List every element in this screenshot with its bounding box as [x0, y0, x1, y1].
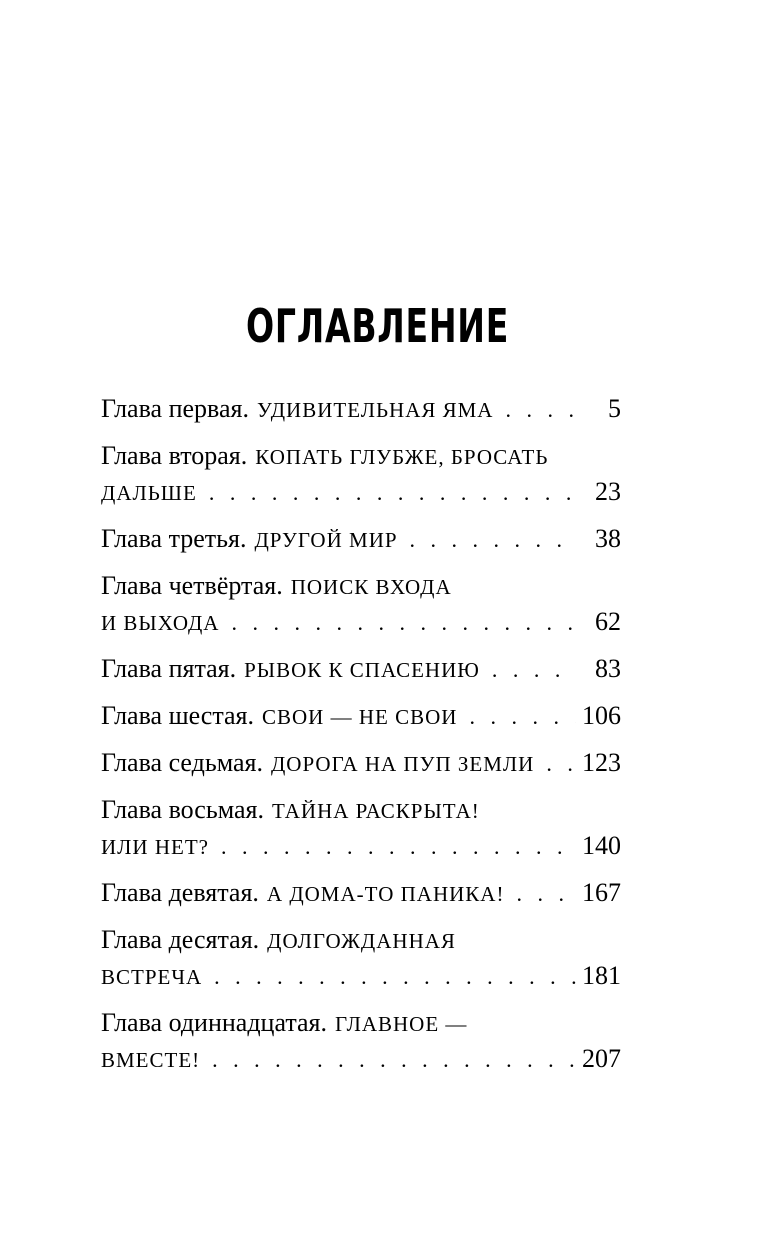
dot-leader	[457, 700, 576, 733]
page-number: 62	[595, 607, 621, 636]
toc-line	[101, 923, 621, 956]
page-number: 23	[595, 477, 621, 506]
chapter-number: Глава десятая.	[101, 925, 260, 954]
chapter-number: Глава девятая.	[101, 878, 259, 907]
chapter-title: УДИВИТЕЛЬНАЯ ЯМА	[256, 398, 494, 422]
toc-line	[101, 392, 621, 425]
toc-line	[101, 699, 621, 732]
toc-line	[101, 876, 621, 909]
toc-line-continued	[101, 1042, 621, 1075]
page-number: 167	[582, 878, 621, 907]
chapter-title: ПОИСК ВХОДА	[290, 575, 452, 599]
chapter-title: ДОРОГА НА ПУП ЗЕМЛИ	[270, 752, 535, 776]
toc-line	[101, 439, 621, 472]
chapter-title-continued: ДАЛЬШЕ	[101, 481, 197, 505]
chapter-number: Глава четвёртая.	[101, 571, 283, 600]
chapter-title: РЫВОК К СПАСЕНИЮ	[244, 658, 480, 682]
chapter-title-continued: ВМЕСТЕ!	[101, 1048, 201, 1072]
table-of-contents	[101, 392, 621, 1089]
toc-entry-1	[101, 392, 621, 425]
chapter-number: Глава пятая.	[101, 654, 237, 683]
dot-leader	[209, 830, 576, 863]
chapter-title: СВОИ — НЕ СВОИ	[262, 705, 458, 729]
chapter-number: Глава шестая.	[101, 701, 254, 730]
toc-entry-10	[101, 923, 621, 992]
toc-entry-6	[101, 699, 621, 732]
toc-entry-5	[101, 652, 621, 685]
page-number: 140	[582, 831, 621, 860]
chapter-number: Глава третья.	[101, 524, 247, 553]
chapter-title: КОПАТЬ ГЛУБЖЕ, БРОСАТЬ	[255, 445, 549, 469]
toc-line-continued	[101, 605, 621, 638]
page-number: 83	[595, 654, 621, 683]
dot-leader	[480, 653, 577, 686]
chapter-title-continued: И ВЫХОДА	[101, 611, 220, 635]
chapter-title: ГЛАВНОЕ —	[335, 1012, 468, 1036]
page-title: ОГЛАВЛЕНИЕ	[246, 299, 510, 353]
toc-line	[101, 652, 621, 685]
chapter-number: Глава седьмая.	[101, 748, 263, 777]
dot-leader	[197, 476, 577, 509]
toc-line	[101, 522, 621, 555]
chapter-title-continued: ИЛИ НЕТ?	[101, 835, 209, 859]
toc-entry-9	[101, 876, 621, 909]
chapter-title-continued: ВСТРЕЧА	[101, 965, 203, 989]
page-number: 207	[582, 1044, 621, 1073]
toc-line	[101, 569, 621, 602]
toc-line-continued	[101, 475, 621, 508]
chapter-title: ДОЛГОЖДАННАЯ	[267, 929, 456, 953]
chapter-number: Глава восьмая.	[101, 795, 264, 824]
toc-entry-3	[101, 522, 621, 555]
toc-line	[101, 1006, 621, 1039]
dot-leader	[493, 393, 577, 426]
dot-leader	[398, 523, 577, 556]
toc-line-continued	[101, 959, 621, 992]
chapter-number: Глава одиннадцатая.	[101, 1008, 328, 1037]
dot-leader	[534, 747, 576, 780]
chapter-title: ДРУГОЙ МИР	[254, 528, 398, 552]
toc-line-continued	[101, 829, 621, 862]
toc-entry-11	[101, 1006, 621, 1075]
page-number: 106	[582, 701, 621, 730]
toc-entry-4	[101, 569, 621, 638]
page-number: 38	[595, 524, 621, 553]
chapter-number: Глава первая.	[101, 394, 249, 423]
page-number: 123	[582, 748, 621, 777]
toc-entry-8	[101, 793, 621, 862]
dot-leader	[202, 960, 576, 993]
chapter-number: Глава вторая.	[101, 441, 248, 470]
toc-entry-2	[101, 439, 621, 508]
chapter-title: А ДОМА-ТО ПАНИКА!	[266, 882, 505, 906]
chapter-title: ТАЙНА РАСКРЫТА!	[271, 799, 480, 823]
dot-leader	[200, 1043, 576, 1076]
page-number: 181	[582, 961, 621, 990]
page-number: 5	[608, 394, 621, 423]
toc-line	[101, 746, 621, 779]
dot-leader	[504, 877, 576, 910]
toc-line	[101, 793, 621, 826]
dot-leader	[219, 606, 577, 639]
toc-entry-7	[101, 746, 621, 779]
